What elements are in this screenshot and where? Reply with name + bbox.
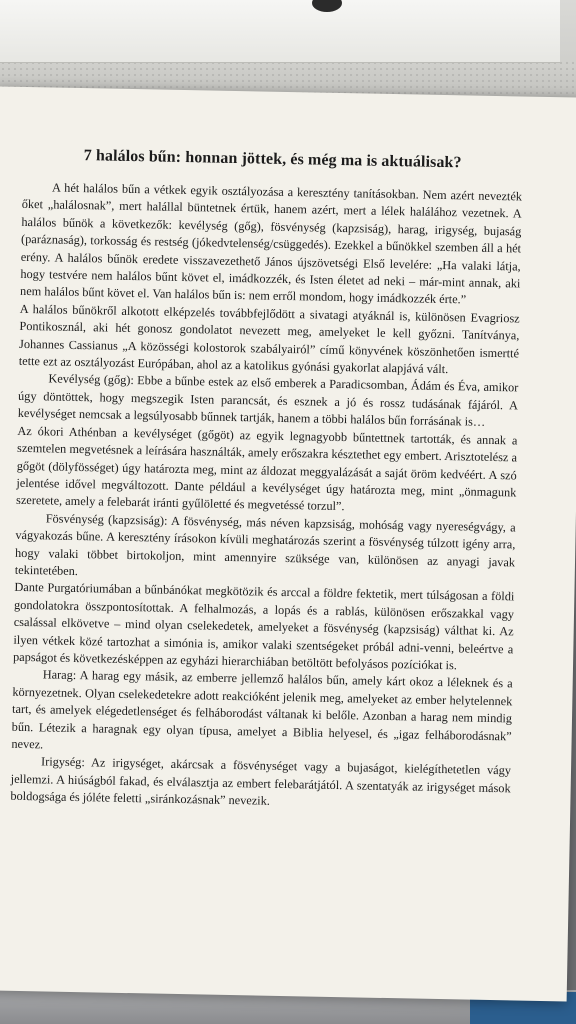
- paragraph-3: Kevélység (gőg): Ebbe a bűnbe estek az első emberek a Paradicsomban, Ádám és Éva, amikor úgy döntöttek, hogy megszegik Isten parancsát, és esznek a jó és rossz tudásának fájáról. A kevélységet nemcsak a legsúlyosabb bűnnek tartják, hanem a többi halálos bűn forrásának is…: [17, 371, 519, 430]
- paragraph-6: Dante Purgatóriumában a bűnbánókat megkötözik és arccal a földre fektetik, mert túlságosan a földi gondolatokra összpontosítottak. A felhalmozás, a lopás és a rablás, különösen erőszakkal vagy csalással elkövetve – mind olyan cselekedetek, amelyeket a fösvénység (kapzsiság) válthat ki. Az ilyen vétkek közé tartozhat a simónia is, amikor valaki szentségeket próbál adni-venni, beleértve a papságot és következésképpen az egyházi hierarchiában betöltött befolyásos pozíciókat is.: [12, 580, 515, 673]
- paragraph-5: Fösvénység (kapzsiság): A fösvénység, más néven kapzsiság, mohóság vagy nyereségvágy, a vágyakozás bűne. A keresztény írásokon kívüli meghatározás szerint a fösvénység túlzott igény arra, hogy valaki többet birtokoljon, mint amennyire szüksége van, különösen az anyagi javak tekintetében.: [14, 511, 516, 578]
- paragraph-4: Az ókori Athénban a kevélységet (gőgöt) az egyik legnagyobb bűntettnek tartották, és annak a szemtelen megvetésnek a leírására használták, amely erőszakra késztethet egy embert. Arisztotelész a gőgöt (dölyfösséget) úgy határozta meg, mint az áldozat meggyalázását a saját öröm kedvéért. A szó jelentése idővel megváltozott. Dante például a kevélységet úgy határozta meg, mint „önmagunk szeretete, amely a felebarát iránti gyűlöletté és megvetéssé torzul”.: [15, 423, 518, 514]
- book-page: [0, 86, 576, 1001]
- background-knob: [312, 0, 342, 12]
- paragraph-7: Harag: A harag egy másik, az emberre jellemző halálos bűn, amely kárt okoz a léleknek és a környezetnek. Olyan cselekedetekre adott reakcióként jelenik meg, amelyeket az ember helytelennek tart, és amelyek elégedetlenséget és felháborodást váltanak ki belőle. Azonban a harag nem mindig bűn. Létezik a haragnak egy olyan típusa, amelyet a Biblia helyesel, és „igaz felháborodásnak” nevez.: [11, 667, 513, 752]
- background-object: [0, 0, 560, 63]
- paragraph-8: Irigység: Az irigységet, akárcsak a fösvénységet vagy a bujaságot, kielégíthetetlen vágy jellemzi. A hiúságból fakad, és elválasztja az embert felebarátjától. A szentatyák az irigységet mások boldogsága és jóléte feletti „siránkozásnak” nevezik.: [10, 754, 512, 808]
- page-content: [10, 145, 523, 815]
- chapter-title: 7 halálos bűn: honnan jöttek, és még ma is aktuálisak?: [83, 147, 462, 172]
- paragraph-1: A hét halálos bűn a vétkek egyik osztályozása a keresztény tanításokban. Nem azért nevezték őket „halálosnak”, mert halállal büntetnek értük, hanem azért, mert a lélek halálához vezetnek. A halálos bűnök a következők: kevélység (gőg), fösvénység (kapzsiság), harag, irigység, bujaság (paráznaság), torkosság és restség (jókedvtelenség/csüggedés). Ezekkel a bűnökkel szemben áll a hét erény. A halálos bűnök eredete visszavezethető János újszövetségi Első levelére: „Ha valaki látja, hogy testvére nem halálos bűnt követ el, imádkozzék, és Isten életet ad neki – már-mint annak, aki nem halálos bűnt követ el. Van halálos bűn is: nem erről mondom, hogy imádkozzék érte.”: [19, 180, 523, 307]
- paragraph-2: A halálos bűnökről alkotott elképzelés továbbfejlődött a sivatagi atyáknál is, különösen Evagriosz Pontikosznál, aki hét gonosz gondolatot nevezett meg, amelyeket le kell győzni. Tanítványa, Johannes Cassianus „A közösségi kolostorok szabályairól” című könyvének köszönhetően ismertté tette ezt az osztályozást Európában, ahol az a katolikus gyónási gyakorlat alapjává vált.: [18, 301, 520, 377]
